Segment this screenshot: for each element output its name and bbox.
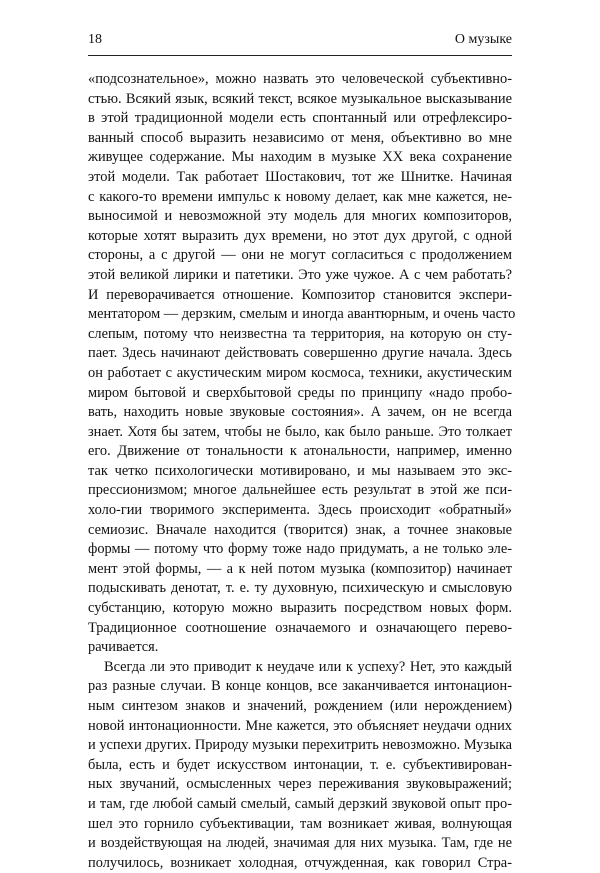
- text-line: вать, находить новые звуковые состояния». А зачем, он не всегда: [88, 404, 512, 421]
- text-line: новой интонационности. Мне кажется, это объясняет неудачи одних: [88, 717, 512, 734]
- text-line: формы — потому что форму тоже надо придумать, а не только эле-: [88, 541, 512, 558]
- text-line: в этой традиционной модели есть спонтанный или отрефлексиро-: [88, 110, 512, 127]
- text-line: этой великой лирики и патетики. Это уже чужое. А с чем работать?: [88, 266, 512, 283]
- text-line: и успехи других. Природу музыки перехитрить невозможно. Музыка: [88, 737, 512, 754]
- text-line: раз разные случаи. В конце концов, все заканчивается интонацион-: [88, 678, 512, 695]
- text-line: прессионизмом; многое дальнейшее есть результат в этой же пси-: [88, 482, 512, 499]
- text-line: которые хотят выразить дух времени, но этот дух другой, с одной: [88, 227, 512, 244]
- paragraph-end-line: рачивается.: [88, 639, 159, 656]
- text-line: слепым, потому что неизвестна та территория, на которую он сту-: [88, 325, 512, 342]
- text-line: и воздействующая на людей, значимая для них музыка. Там, где не: [88, 835, 512, 852]
- page-number: 18: [88, 32, 102, 47]
- text-line: он работает с акустическим миром космоса, техники, акустическим: [88, 364, 512, 381]
- text-line: ных звучаний, осмысленных через переживания звуковыражений;: [88, 776, 512, 793]
- text-line: стороны, а с другой — они не могут согласиться с продолжением: [88, 247, 512, 264]
- text-line: субстанцию, которую можно выразить посредством новых форм.: [88, 600, 512, 617]
- text-line: и там, где любой самый смелый, самый дерзкий звуковой опыт про-: [88, 795, 512, 812]
- text-line: ментатором — дерзким, смелым и иногда авантюрным, и очень часто: [88, 306, 516, 323]
- body-text: [88, 70, 516, 873]
- paragraph-start-line: Всегда ли это приводит к неудаче или к успеху? Нет, это каждый: [104, 658, 512, 675]
- text-line: выносимой и невозможной эту модель для многих композиторов,: [88, 208, 512, 225]
- text-line: холо-гии творимого эксперимента. Здесь происходит «обратный»: [88, 502, 512, 519]
- text-line: семиозис. Вначале находится (творится) знак, а точнее знаковые: [88, 521, 512, 538]
- text-line: «подсознательное», можно назвать это человеческой субъективно-: [88, 71, 512, 87]
- text-line: подыскивать денотат, т. е. ту духовную, психическую и смысловую: [88, 580, 512, 597]
- text-line: была, есть и будет искусством интонации, т. е. субъективирован-: [88, 756, 512, 773]
- text-line: И переворачивается отношение. Композитор становится экспери-: [88, 286, 512, 303]
- text-line: этой модели. Так работает Шостакович, тот же Шнитке. Начиная: [88, 168, 512, 185]
- text-line: с какого-то времени импульс к новому делает, как мне кажется, не-: [88, 188, 512, 205]
- text-line: пает. Здесь начинают действовать совершенно другие начала. Здесь: [88, 345, 512, 362]
- text-line: знает. Хотя бы затем, чтобы не было, как было раньше. Это толкает: [88, 423, 512, 440]
- text-line: получилось, возникает холодная, отчужденная, как говорил Стра-: [88, 854, 512, 871]
- header-rule: [88, 55, 512, 56]
- section-title: О музыке: [454, 32, 512, 47]
- text-line: шел это горнило субъективации, там возникает живая, волнующая: [88, 815, 512, 832]
- text-line: стью. Всякий язык, всякий текст, всякое музыкальное высказывание: [88, 90, 512, 107]
- text-line: живущее содержание. Мы находим в музыке XX века сохранение: [88, 149, 512, 166]
- running-head: [88, 30, 512, 50]
- text-line: мент этой формы, — а к ней потом музыка (композитор) начинает: [88, 560, 512, 577]
- text-line: его. Движение от тональности к атональности, например, именно: [88, 443, 512, 460]
- text-line: ным синтезом знаков и значений, рождением (или нерождением): [88, 698, 512, 714]
- text-line: так четко психологически мотивировано, и мы называем это экс-: [88, 462, 512, 479]
- text-line: ванный способ выразить независимо от меня, объективно во мне: [88, 129, 512, 146]
- text-line: миром бытовой и сверхбытовой среды по принципу «надо пробо-: [88, 384, 512, 401]
- text-line: Традиционное соотношение означаемого и означающего перево-: [88, 619, 512, 636]
